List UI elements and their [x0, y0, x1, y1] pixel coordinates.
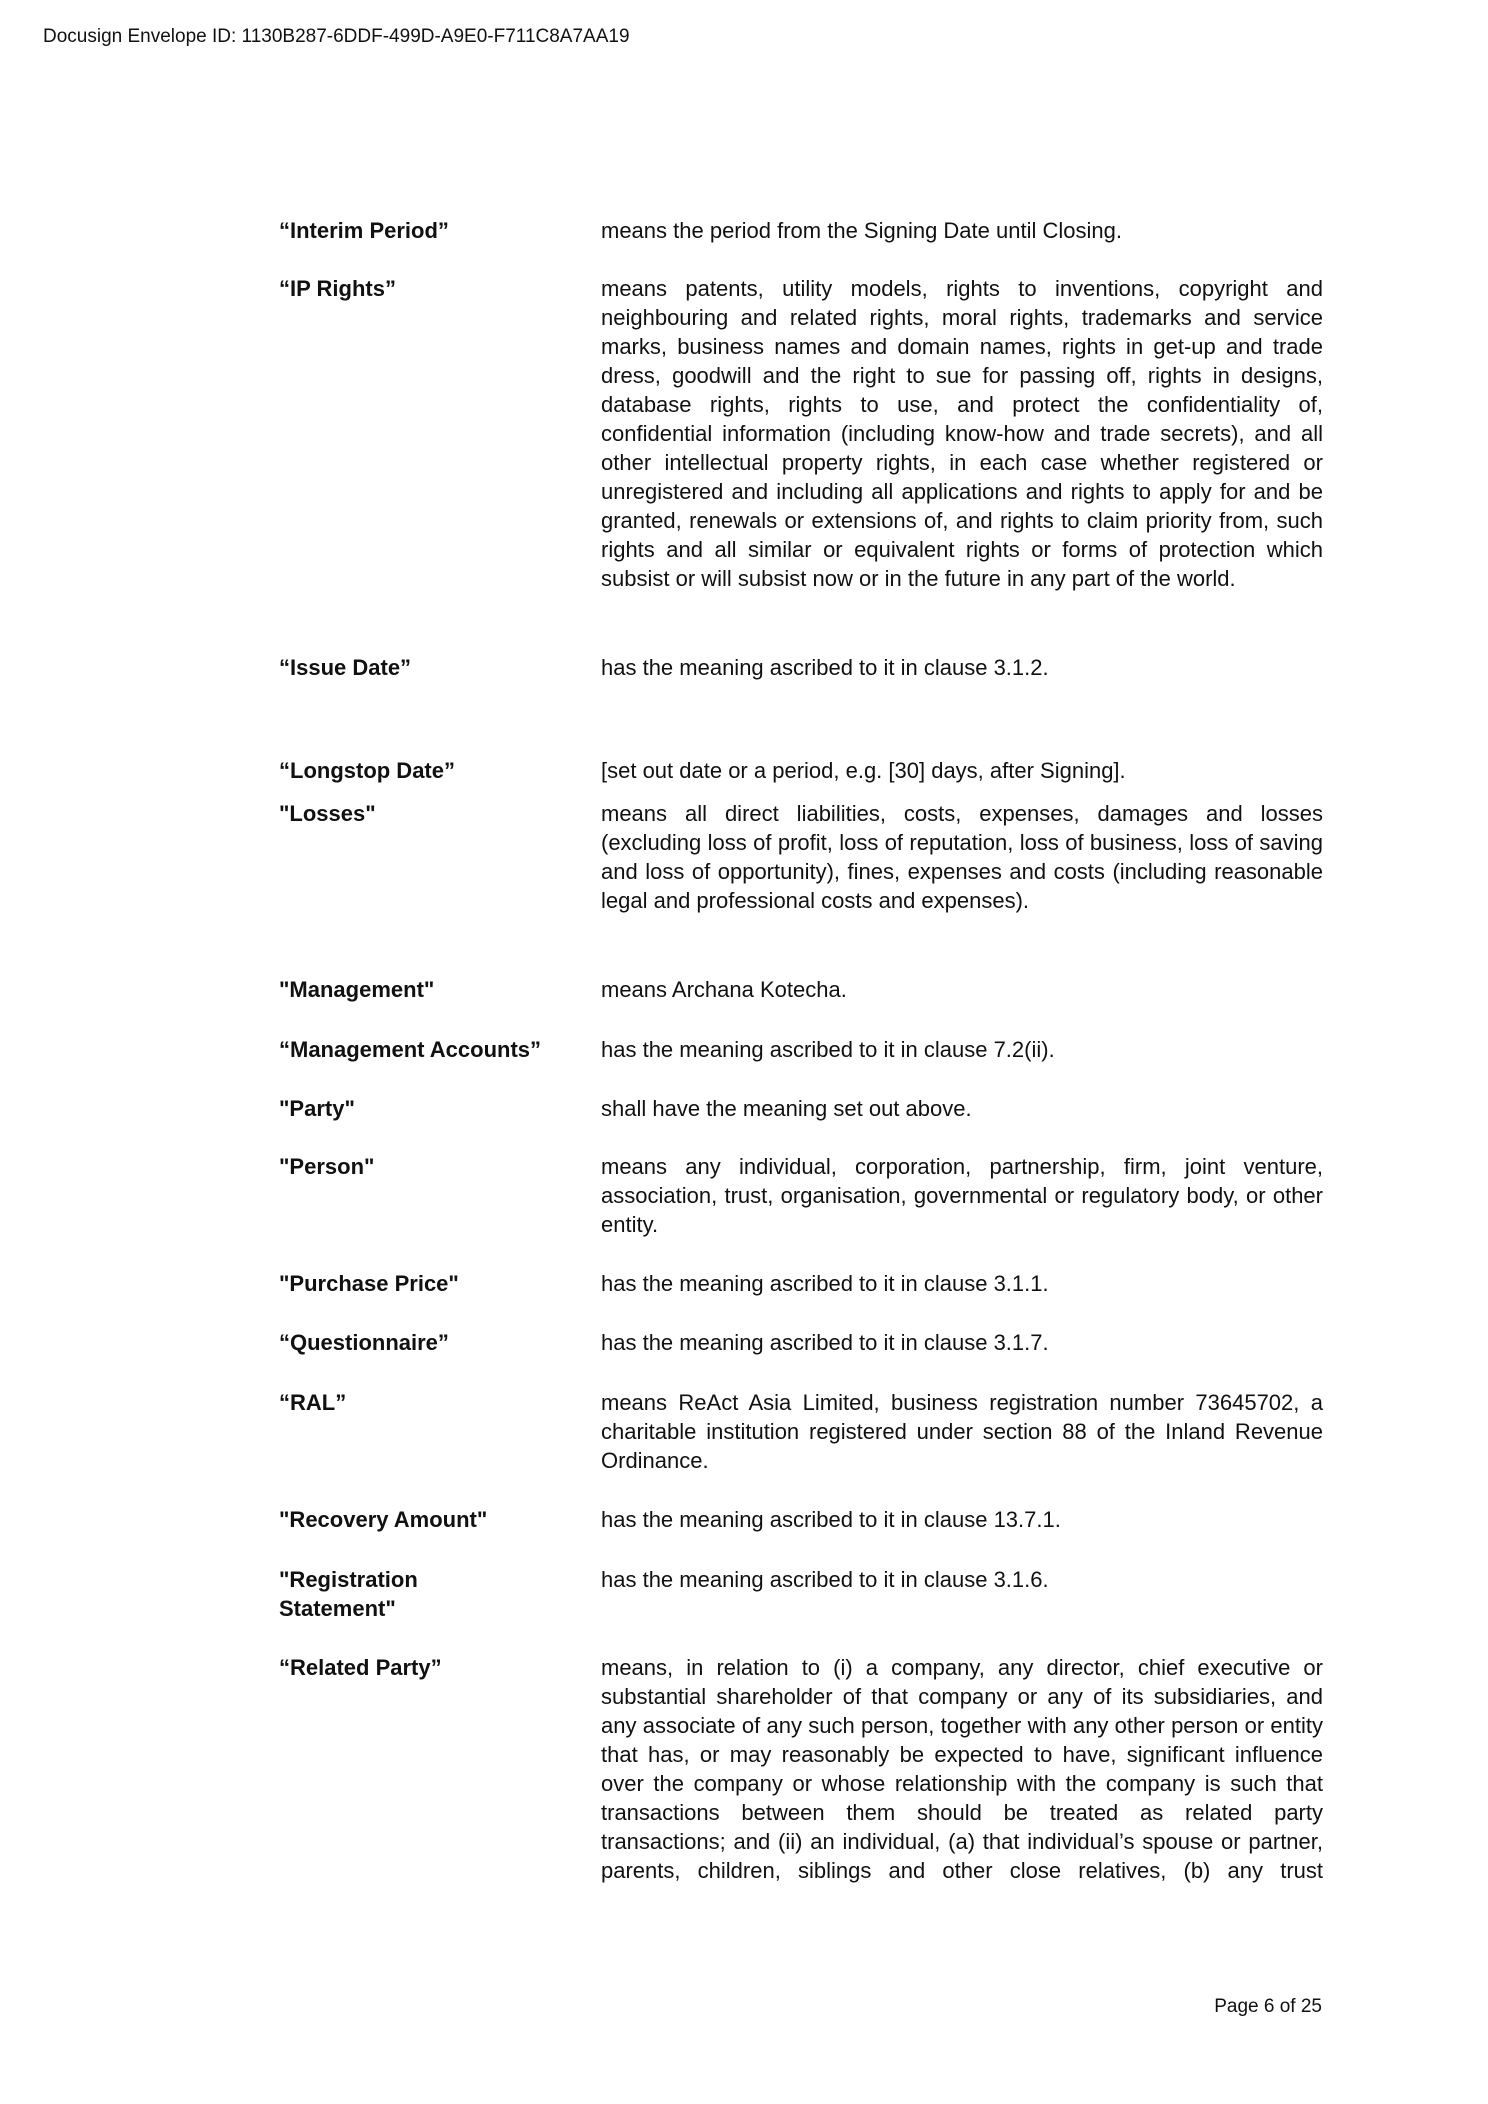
term: “Issue Date”: [279, 655, 412, 680]
term: “Related Party”: [279, 1655, 442, 1680]
term-line: "Registration: [279, 1567, 418, 1592]
term: [279, 1565, 579, 1623]
term: “RAL”: [279, 1390, 347, 1415]
definition-text: means all direct liabilities, costs, expenses, damages and losses (excluding loss of profit, loss of reputation, loss of business, loss of saving and loss of opportunity), fines, expenses and costs (including reasonable legal and professional costs and expenses).: [601, 801, 1323, 913]
definition-text: has the meaning ascribed to it in clause 3.1.6.: [601, 1567, 1049, 1592]
page-number: Page 6 of 25: [1214, 1996, 1322, 2017]
term: "Person": [279, 1154, 375, 1179]
term: “IP Rights”: [279, 276, 396, 301]
definition-text: has the meaning ascribed to it in clause 3.1.1.: [601, 1271, 1049, 1296]
term-line: Statement": [279, 1596, 396, 1621]
definition-text: means ReAct Asia Limited, business registration number 73645702, a charitable institution registered under section 88 of the Inland Revenue Ordinance.: [601, 1390, 1323, 1473]
term: “Management Accounts”: [279, 1037, 542, 1062]
definition-text: has the meaning ascribed to it in clause 3.1.7.: [601, 1330, 1049, 1355]
definition-text: means Archana Kotecha.: [601, 977, 847, 1002]
definition-text: [set out date or a period, e.g. [30] days, after Signing].: [601, 758, 1126, 783]
term: "Party": [279, 1096, 355, 1121]
term: "Management": [279, 977, 435, 1002]
term: "Losses": [279, 801, 376, 826]
term: “Questionnaire”: [279, 1330, 449, 1355]
term: “Interim Period”: [279, 218, 449, 243]
definition-text: means patents, utility models, rights to inventions, copyright and neighbouring and related rights, moral rights, trademarks and service marks, business names and domain names, rights in get-up and trade dress, goodwill and the right to sue for passing off, rights in designs, database rights, rights to use, and protect the confidentiality of, confidential information (including know-how and trade secrets), and all other intellectual property rights, in each case whether registered or unregistered and including all applications and rights to apply for and be granted, renewals or extensions of, and rights to claim priority from, such rights and all similar or equivalent rights or forms of protection which subsist or will subsist now or in the future in any part of the world.: [601, 276, 1323, 591]
definition-text: has the meaning ascribed to it in clause 3.1.2.: [601, 655, 1049, 680]
definition-text: means the period from the Signing Date until Closing.: [601, 218, 1122, 243]
term: “Longstop Date”: [279, 758, 455, 783]
definition-text: means any individual, corporation, partnership, firm, joint venture, association, trust, organisation, governmental or regulatory body, or other entity.: [601, 1154, 1323, 1237]
definition-text: shall have the meaning set out above.: [601, 1096, 972, 1121]
definition-text: has the meaning ascribed to it in clause 7.2(ii).: [601, 1037, 1055, 1062]
term: "Purchase Price": [279, 1271, 459, 1296]
definition-text: has the meaning ascribed to it in clause 13.7.1.: [601, 1507, 1061, 1532]
term: "Recovery Amount": [279, 1507, 488, 1532]
definition-text: means, in relation to (i) a company, any director, chief executive or substantial shareholder of that company or any of its subsidiaries, and any associate of any such person, together with any other person or entity that has, or may reasonably be expected to have, significant influence over the company or whose relationship with the company is such that transactions between them should be treated as related party transactions; and (ii) an individual, (a) that individual’s spouse or partner, parents, children, siblings and other close relatives, (b) any trust: [601, 1655, 1323, 1883]
docusign-envelope-id: Docusign Envelope ID: 1130B287-6DDF-499D-A9E0-F711C8A7AA19: [43, 26, 630, 47]
